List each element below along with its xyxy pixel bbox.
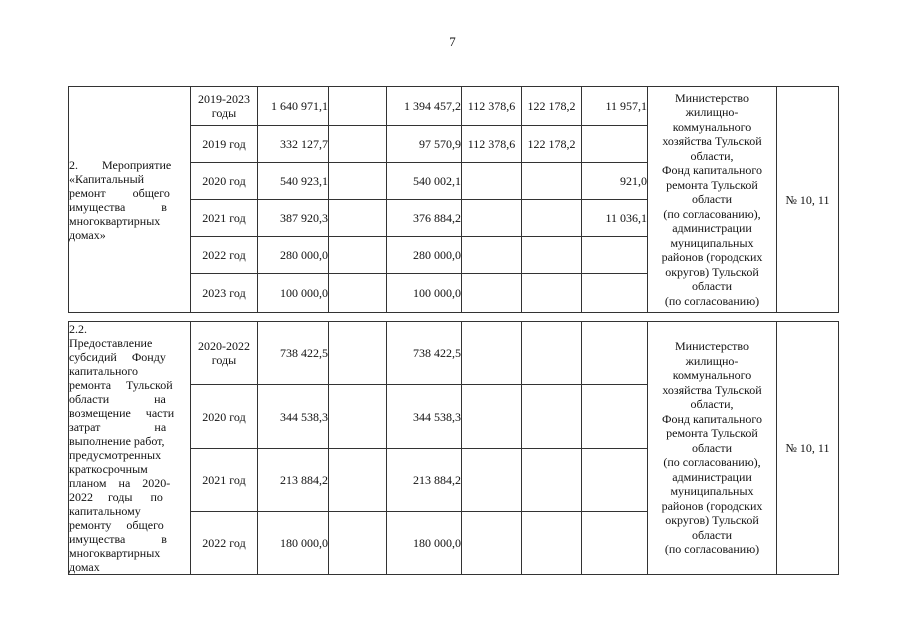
local-cell (462, 237, 522, 274)
extra-cell: 11 957,1 (582, 87, 648, 126)
regional-cell: 540 002,1 (387, 163, 462, 200)
activity-name-cell (69, 322, 191, 575)
executor-line: округов) Тульской (665, 513, 759, 528)
executor-line: муниципальных (670, 484, 754, 499)
table-row (69, 87, 839, 126)
federal-cell (329, 385, 387, 449)
federal-cell (329, 274, 387, 313)
other-cell (522, 512, 582, 575)
executor-line: (по согласованию) (664, 542, 760, 557)
activity-name-line: предусмотренных (69, 448, 162, 462)
executor-line: ремонта Тульской (666, 426, 758, 441)
executor-line: жилищно- (685, 353, 739, 368)
executor-line: районов (городских (661, 498, 763, 513)
local-cell (462, 163, 522, 200)
table-row (69, 322, 839, 385)
local-cell (462, 512, 522, 575)
activity-name-line: 2022 годы по (69, 490, 163, 504)
local-cell: 112 378,6 (462, 126, 522, 163)
federal-cell (329, 87, 387, 126)
regional-cell: 100 000,0 (387, 274, 462, 313)
activity-name-line: возмещение части (69, 406, 175, 420)
extra-cell (582, 126, 648, 163)
total-cell: 387 920,3 (258, 200, 329, 237)
reference-cell: № 10, 11 (777, 87, 839, 313)
extra-cell (582, 385, 648, 449)
activity-name-line: 2.2. (69, 322, 87, 336)
total-cell: 213 884,2 (258, 449, 329, 512)
regional-cell: 280 000,0 (387, 237, 462, 274)
period-cell: 2022 год (191, 512, 258, 575)
activity-name-line: имущества в (69, 532, 167, 546)
executor-line: Министерство (675, 339, 749, 354)
regional-cell: 180 000,0 (387, 512, 462, 575)
executor-line: (по согласованию) (664, 293, 760, 308)
executor-line: районов (городских (661, 250, 763, 265)
local-cell (462, 385, 522, 449)
period-cell: 2023 год (191, 274, 258, 313)
total-cell: 180 000,0 (258, 512, 329, 575)
regional-cell: 344 538,3 (387, 385, 462, 449)
executor-line: области, (690, 148, 734, 163)
local-cell (462, 274, 522, 313)
budget-table-section-1 (68, 86, 839, 313)
other-cell (522, 237, 582, 274)
extra-cell (582, 512, 648, 575)
other-cell (522, 200, 582, 237)
other-cell (522, 163, 582, 200)
period-cell: 2021 год (191, 200, 258, 237)
federal-cell (329, 200, 387, 237)
activity-name-line: Предоставление (69, 336, 153, 350)
activity-name-cell (69, 87, 191, 313)
executor-cell (648, 322, 777, 575)
local-cell (462, 449, 522, 512)
total-cell: 332 127,7 (258, 126, 329, 163)
activity-name-line: затрат на (69, 420, 167, 434)
activity-name-line: ремонту общего (69, 518, 164, 532)
regional-cell: 213 884,2 (387, 449, 462, 512)
activity-name-line: имущества в (69, 199, 167, 214)
executor-line: области (691, 192, 733, 207)
activity-name-line: многоквартирных (69, 546, 161, 560)
period-cell: 2019-2023 годы (191, 87, 258, 126)
activity-name-line: «Капитальный (69, 171, 145, 186)
executor-line: администрации (672, 469, 752, 484)
executor-line: области (691, 440, 733, 455)
executor-line: (по согласованию), (663, 455, 761, 470)
federal-cell (329, 126, 387, 163)
activity-name-line: выполнение работ, (69, 434, 165, 448)
executor-line: Министерство (675, 90, 749, 105)
activity-name-line: капитальному (69, 504, 141, 518)
period-cell: 2020-2022 годы (191, 322, 258, 385)
federal-cell (329, 322, 387, 385)
budget-table-section-2 (68, 321, 839, 575)
extra-cell: 11 036,1 (582, 200, 648, 237)
executor-line: области, (690, 397, 734, 412)
regional-cell: 97 570,9 (387, 126, 462, 163)
executor-line: хозяйства Тульской (662, 134, 762, 149)
extra-cell (582, 237, 648, 274)
period-cell: 2020 год (191, 163, 258, 200)
other-cell (522, 322, 582, 385)
period-cell: 2022 год (191, 237, 258, 274)
total-cell: 344 538,3 (258, 385, 329, 449)
activity-name-line: ремонт общего (69, 185, 170, 200)
extra-cell (582, 274, 648, 313)
executor-line: жилищно- (685, 105, 739, 120)
period-cell: 2020 год (191, 385, 258, 449)
executor-line: Фонд капитального (662, 411, 762, 426)
regional-cell: 1 394 457,2 (387, 87, 462, 126)
extra-cell: 921,0 (582, 163, 648, 200)
federal-cell (329, 512, 387, 575)
total-cell: 540 923,1 (258, 163, 329, 200)
executor-line: Фонд капитального (662, 163, 762, 178)
total-cell: 738 422,5 (258, 322, 329, 385)
federal-cell (329, 449, 387, 512)
reference-cell: № 10, 11 (777, 322, 839, 575)
other-cell (522, 449, 582, 512)
executor-line: (по согласованию), (663, 206, 761, 221)
period-cell: 2021 год (191, 449, 258, 512)
executor-line: области (691, 279, 733, 294)
other-cell (522, 385, 582, 449)
regional-cell: 738 422,5 (387, 322, 462, 385)
executor-line: коммунального (672, 119, 752, 134)
activity-name-line: субсидий Фонду (69, 350, 166, 364)
activity-name-line: домах» (69, 227, 106, 242)
total-cell: 1 640 971,1 (258, 87, 329, 126)
other-cell (522, 274, 582, 313)
total-cell: 100 000,0 (258, 274, 329, 313)
executor-line: муниципальных (670, 235, 754, 250)
other-cell: 122 178,2 (522, 87, 582, 126)
executor-cell (648, 87, 777, 313)
executor-line: ремонта Тульской (666, 177, 758, 192)
local-cell (462, 322, 522, 385)
executor-line: коммунального (672, 368, 752, 383)
extra-cell (582, 322, 648, 385)
activity-name-line: домах (69, 560, 100, 574)
executor-line: хозяйства Тульской (662, 382, 762, 397)
local-cell (462, 200, 522, 237)
activity-name-line: капитального (69, 364, 138, 378)
other-cell: 122 178,2 (522, 126, 582, 163)
local-cell: 112 378,6 (462, 87, 522, 126)
federal-cell (329, 163, 387, 200)
activity-name-line: краткосрочным (69, 462, 148, 476)
activity-name-line: планом на 2020- (69, 476, 171, 490)
federal-cell (329, 237, 387, 274)
period-cell: 2019 год (191, 126, 258, 163)
activity-name-line: многоквартирных (69, 213, 161, 228)
activity-name-line: области на (69, 392, 166, 406)
extra-cell (582, 449, 648, 512)
activity-name-line: ремонта Тульской (69, 378, 173, 392)
regional-cell: 376 884,2 (387, 200, 462, 237)
executor-line: области (691, 527, 733, 542)
page-number: 7 (449, 34, 456, 49)
executor-line: администрации (672, 221, 752, 236)
executor-line: округов) Тульской (665, 264, 759, 279)
activity-name-line: 2. Мероприятие (69, 157, 172, 172)
total-cell: 280 000,0 (258, 237, 329, 274)
